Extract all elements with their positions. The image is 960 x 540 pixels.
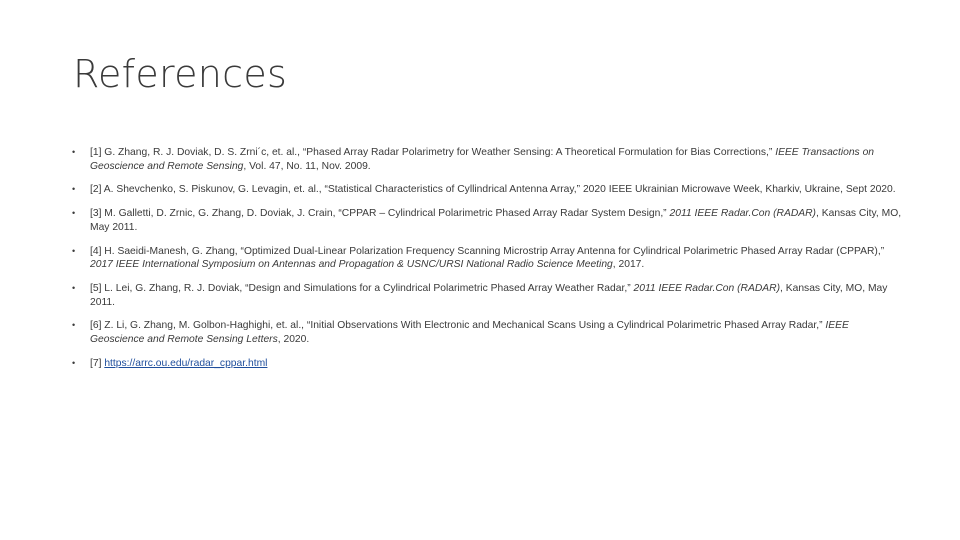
- reference-link[interactable]: https://arrc.ou.edu/radar_cppar.html: [104, 357, 268, 369]
- reference-item: [72, 146, 902, 173]
- reference-item: [72, 245, 902, 272]
- reference-text: , 2017.: [612, 259, 645, 271]
- reference-text: [5] L. Lei, G. Zhang, R. J. Doviak, “Design and Simulations for a Cylindrical Polarimetric Phased Array Weather Radar,”: [90, 283, 634, 295]
- page-title: References: [73, 52, 288, 96]
- reference-item: [72, 357, 902, 371]
- reference-item: [72, 183, 902, 197]
- reference-text: , Kansas City, MO, May 2011.: [90, 208, 902, 233]
- reference-text: [6] Z. Li, G. Zhang, M. Golbon-Haghighi, et. al., “Initial Observations With Electronic and Mechanical Scans Using a Cylindrical Polarimetric Phased Array Radar,”: [90, 320, 826, 332]
- bullet-icon: •: [72, 184, 76, 195]
- reference-text: [2] A. Shevchenko, S. Piskunov, G. Levagin, et. al., “Statistical Characteristics of Cyllindrical Antenna Array,” 2020 IEEE Ukrainian Microwave Week, Kharkiv, Ukraine, Sept 2020.: [90, 184, 896, 196]
- bullet-icon: •: [72, 147, 76, 157]
- reference-item: [72, 319, 902, 346]
- reference-venue: 2011 IEEE Radar.Con (RADAR): [633, 283, 781, 295]
- reference-text: [7]: [90, 357, 105, 369]
- reference-text: [1] G. Zhang, R. J. Doviak, D. S. Zrni´c, et. al., “Phased Array Radar Polarimetry for Weather Sensing: A Theoretical Formulation for Bias Corrections,”: [90, 147, 776, 158]
- bullet-icon: •: [72, 357, 76, 368]
- reference-item: [72, 282, 902, 309]
- reference-venue: IEEE Geoscience and Remote Sensing Letters: [90, 320, 849, 345]
- reference-venue: IEEE Transactions on Geoscience and Remote Sensing: [90, 147, 875, 172]
- bullet-icon: •: [72, 320, 76, 331]
- reference-venue: 2017 IEEE International Symposium on Antennas and Propagation & USNC/URSI National Radio Science Meeting: [90, 259, 613, 271]
- reference-item: [72, 207, 902, 234]
- bullet-icon: •: [72, 283, 76, 294]
- reference-text: , Vol. 47, No. 11, Nov. 2009.: [243, 160, 371, 172]
- reference-text: , 2020.: [277, 333, 310, 345]
- bullet-icon: •: [72, 245, 76, 256]
- reference-text: [3] M. Galletti, D. Zrnic, G. Zhang, D. Doviak, J. Crain, “CPPAR – Cylindrical Polarimetric Phased Array Radar System Design,”: [90, 208, 670, 220]
- reference-text: [4] H. Saeidi-Manesh, G. Zhang, “Optimized Dual-Linear Polarization Frequency Scanning Microstrip Array Antenna for Cylindrical Polarimetric Phased Array Radar (CPPAR),”: [90, 245, 885, 257]
- reference-list: [72, 146, 902, 381]
- reference-text: , Kansas City, MO, May 2011.: [90, 283, 888, 308]
- reference-venue: 2011 IEEE Radar.Con (RADAR): [669, 208, 816, 220]
- bullet-icon: •: [72, 208, 76, 219]
